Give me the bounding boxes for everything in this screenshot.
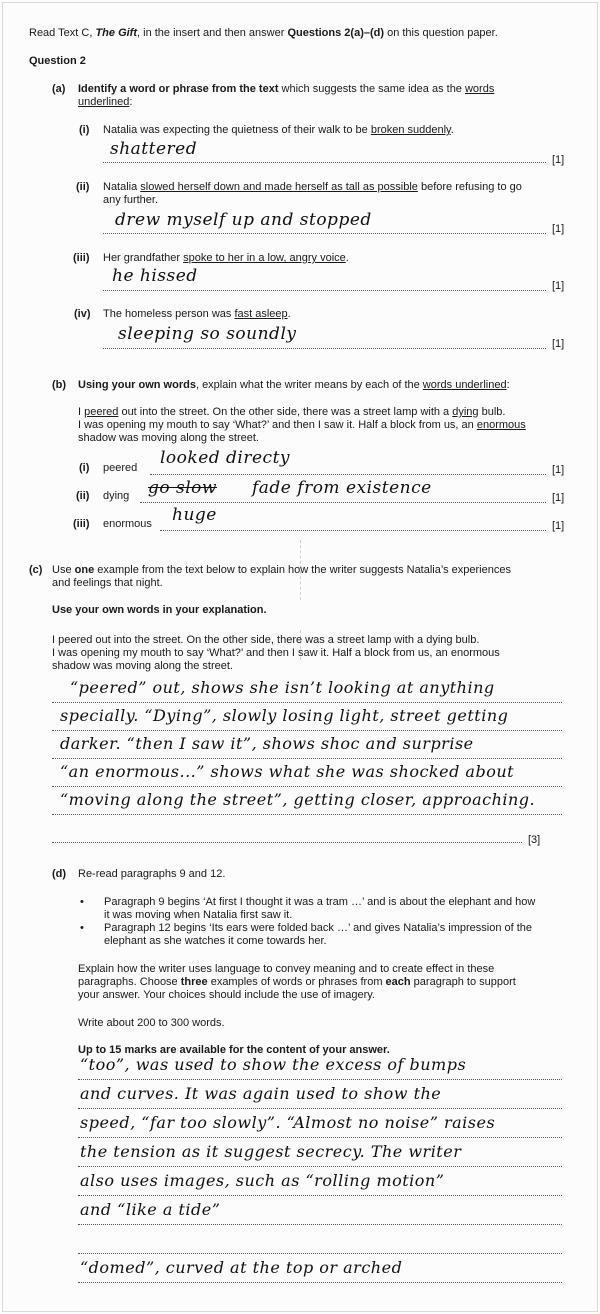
a-iii-question: Her grandfather spoke to her in a low, angry voice. [103, 252, 349, 264]
d-answer-line-2 [78, 1108, 562, 1109]
a-iv-question: The homeless person was fast asleep. [103, 308, 291, 320]
a-ii-answer: drew myself up and stopped [115, 210, 372, 230]
c-mark: [3] [528, 834, 541, 846]
part-c-label: (c) [29, 564, 43, 576]
a-iii-answer: he hissed [112, 266, 198, 286]
d-answer-line-6 [78, 1224, 562, 1225]
b-ii-word: dying [103, 490, 130, 502]
b-ii-answer: fade from existence [252, 478, 432, 498]
a-iv-label: (iv) [74, 308, 91, 320]
b-iii-mark: [1] [552, 520, 565, 532]
a-i-answer: shattered [110, 139, 198, 159]
part-b-instruction: Using your own words, explain what the writer means by each of the words underlined: [78, 379, 510, 391]
part-d-marks-note: Up to 15 marks are available for the content of your answer. [78, 1044, 390, 1056]
part-b-label: (b) [52, 379, 67, 391]
b-iii-answer: huge [172, 505, 217, 525]
a-iv-answer-line [103, 348, 546, 349]
b-ii-answer-line [140, 502, 546, 503]
c-answer-line-3 [52, 758, 562, 759]
b-i-mark: [1] [552, 464, 565, 476]
d-answer-line-8 [78, 1282, 562, 1283]
d-answer-line-3 [78, 1137, 562, 1138]
bullet-1-dot: • [80, 896, 84, 908]
d-answer-line-5-text: also uses images, such as “rolling motion” [80, 1171, 445, 1190]
d-answer-line-5 [78, 1195, 562, 1196]
part-c-own-words: Use your own words in your explanation. [52, 604, 267, 616]
b-ii-label: (ii) [76, 490, 90, 502]
c-answer-line-5-text: “moving along the street”, getting closer, approaching. [60, 790, 536, 809]
d-answer-line-8-text: “domed”, curved at the top or arched [80, 1258, 403, 1277]
c-answer-line-4-text: “an enormous...” shows what she was shocked about [60, 762, 515, 781]
a-i-answer-line [103, 162, 546, 163]
b-ii-crossed-answer: go slow [148, 478, 217, 498]
d-answer-line-1 [78, 1079, 562, 1080]
header-instruction: Read Text C, The Gift, in the insert and then answer Questions 2(a)–(d) on this question paper. [29, 27, 498, 39]
part-c-instruction: Use one example from the text below to explain how the writer suggests Natalia’s experiences and feelings that night. [52, 564, 511, 589]
bullet-paragraph-9: Paragraph 9 begins ‘At first I thought it was a tram …’ and is about the elephant and how it was moving when Natalia first saw it. [104, 896, 536, 921]
part-a-label: (a) [52, 83, 66, 95]
d-answer-line-1-text: “too”, was used to show the excess of bumps [80, 1055, 467, 1074]
d-answer-line-4-text: the tension as it suggest secrecy. The writer [80, 1142, 462, 1161]
c-answer-line-2 [52, 730, 562, 731]
a-ii-answer-line [103, 233, 546, 234]
b-i-answer: looked directy [160, 448, 291, 468]
a-iv-mark: [1] [552, 338, 565, 350]
part-d-word-count: Write about 200 to 300 words. [78, 1017, 225, 1029]
d-answer-line-2-text: and curves. It was again used to show the [80, 1084, 442, 1103]
bullet-2-dot: • [80, 922, 84, 934]
a-ii-mark: [1] [552, 223, 565, 235]
question-heading: Question 2 [29, 55, 86, 67]
a-iv-answer: sleeping so soundly [118, 324, 297, 344]
part-c-extract: I peered out into the street. On the other side, there was a street lamp with a dying bulb. I was opening my mouth to say ‘What?’ and then I saw it. Half a block from us, an enormous shadow was moving along the street. [52, 634, 500, 672]
text-title: The Gift [95, 27, 138, 39]
bullet-paragraph-12: Paragraph 12 begins ‘Its ears were folded back …’ and gives Natalia’s impression of the elephant as she watches it come towards her. [104, 922, 533, 947]
a-iii-label: (iii) [73, 252, 90, 264]
b-i-label: (i) [79, 462, 90, 474]
a-ii-label: (ii) [76, 181, 90, 193]
c-answer-line-5 [52, 814, 562, 815]
d-answer-line-7 [78, 1253, 562, 1254]
a-i-mark: [1] [552, 154, 565, 166]
c-answer-line-6 [52, 842, 522, 843]
b-ii-mark: [1] [552, 492, 565, 504]
c-answer-line-1-text: “peered” out, shows she isn’t looking at anything [70, 678, 495, 697]
a-ii-question: Natalia slowed herself down and made herself as tall as possible before refusing to go any further. [103, 181, 522, 206]
b-iii-word: enormous [103, 518, 152, 530]
part-d-instruction: Explain how the writer uses language to convey meaning and to create effect in these paragraphs. Choose three examples of words or phrases from each paragraph to support your answer. Your choices should include the use of imagery. [78, 963, 516, 1001]
a-i-question: Natalia was expecting the quietness of their walk to be broken suddenly. [103, 124, 454, 136]
d-answer-line-6-text: and “like a tide” [80, 1200, 221, 1219]
d-answer-line-4 [78, 1166, 562, 1167]
d-answer-line-3-text: speed, “far too slowly”. “Almost no noise” raises [80, 1113, 496, 1132]
a-iii-answer-line [103, 290, 546, 291]
b-iii-answer-line [160, 530, 546, 531]
c-answer-line-1 [52, 702, 562, 703]
a-iii-mark: [1] [552, 280, 565, 292]
b-i-answer-line [150, 474, 546, 475]
part-d-reread: Re-read paragraphs 9 and 12. [78, 868, 226, 880]
part-a-instruction: Identify a word or phrase from the text which suggests the same idea as the words underlined: [78, 83, 495, 108]
b-iii-label: (iii) [73, 518, 90, 530]
c-answer-line-3-text: darker. “then I saw it”, shows shoc and surprise [60, 734, 474, 753]
part-d-label: (d) [52, 868, 67, 880]
part-b-extract: I peered out into the street. On the other side, there was a street lamp with a dying bulb. I was opening my mouth to say ‘What?’ and then I saw it. Half a block from us, an enormous shadow was moving along the street. [78, 406, 526, 444]
a-i-label: (i) [79, 124, 90, 136]
b-i-word: peered [103, 462, 138, 474]
c-answer-line-2-text: specially. “Dying”, slowly losing light, street getting [60, 706, 509, 725]
c-answer-line-4 [52, 786, 562, 787]
